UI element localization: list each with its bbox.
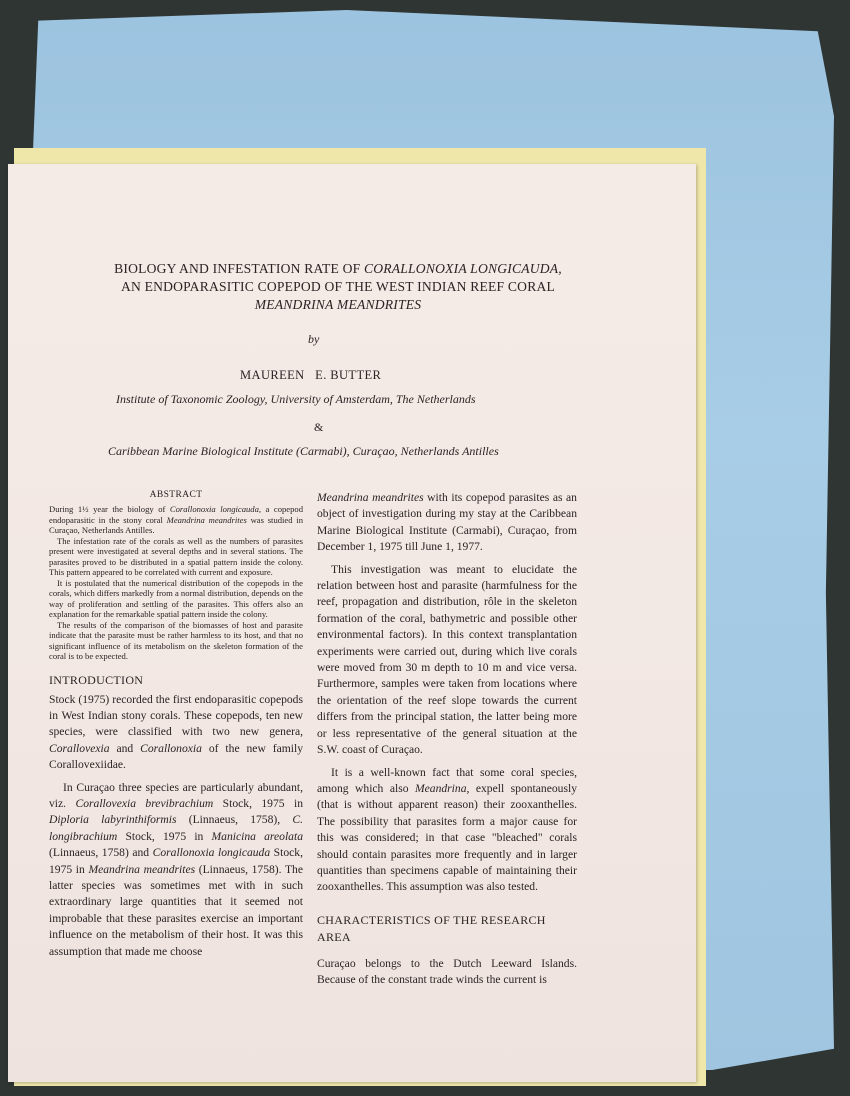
title-line2: AN ENDOPARASITIC COPEPOD OF THE WEST INDIAN REEF CORAL [120, 279, 555, 294]
abstract-paragraph: It is postulated that the numerical distribution of the copepods in the corals, which differs markedly from a normal distribution, depends on the way of proliferation and settling of the parasites. This offers also an explanation for the remarkable spatial pattern inside the colony. [49, 577, 303, 619]
right-column-body [317, 490, 577, 989]
by-label: by [308, 332, 320, 346]
abstract-section [49, 490, 303, 662]
institution-1: Institute of Taxonomic Zoology, University of Amsterdam, The Netherlands [116, 392, 476, 406]
left-column [49, 490, 303, 960]
body-paragraph: This investigation was meant to elucidate the relation between host and parasite (harmfulness for the reef, propagation and distribution, rôle in the skeleton formation of the coral, bathymetric and possible other environmental factors). In this context transplantation experiments were carried out, during which live corals were moved from 30 m depth to 10 m and vice versa. Furthermore, samples were taken from locations where the orientation of the reef slope towards the current differs from the principal station, the latter being more or less representative of the general situation at the S.W. coast of Curaçao. [317, 562, 577, 757]
body-paragraph: Curaçao belongs to the Dutch Leeward Islands. Because of the constant trade winds the current is [317, 956, 577, 987]
title-line3: MEANDRINA MEANDRITES [254, 297, 422, 312]
body-paragraph: In Curaçao three species are particularly abundant, viz. Corallovexia brevibrachium Stock, 1975 in Diploria labyrinthiformis (Linnaeus, 1758), C. longibrachium Stock, 1975 in Manicina areolata (Linnaeus, 1758) and Corallonoxia longicauda Stock, 1975 in Meandrina meandrites (Linnaeus, 1758). The latter species was sometimes met with in such extraordinary large quantities that it seemed not improbable that these parasites exercise an important influence on the metabolism of their host. It was this assumption that made me choose [49, 780, 304, 958]
introduction-body [49, 692, 303, 961]
abstract-paragraph: The infestation rate of the corals as well as the numbers of parasites present were investigated at several depths and in several stations. The parasites proved to be distributed in a spatial pattern inside the colony. This pattern appeared to be correlated with current and exposure. [49, 535, 303, 577]
body-paragraph: Meandrina meandrites with its copepod parasites as an object of investigation during my stay at the Caribbean Marine Biological Institute (Carmabi), Curaçao, from December 1, 1975 till June 1, 1977. [317, 491, 577, 554]
introduction-heading: INTRODUCTION [49, 672, 144, 687]
research-area-heading: CHARACTERISTICS OF THE RESEARCH AREA [317, 912, 546, 944]
title-species-name: CORALLONOXIA LONGICAUDA, [363, 261, 562, 276]
title-line1: BIOLOGY AND INFESTATION RATE OF [114, 261, 364, 276]
abstract-heading: ABSTRACT [149, 490, 203, 500]
author-name: MAUREEN E. BUTTER [240, 368, 382, 382]
body-paragraph: It is a well-known fact that some coral species, among which also Meandrina, expell spontaneously (that is without apparent reason) their zooxanthelles. The possibility that parasites form a major cause for this was considered; in that case "bleached" corals should contain parasites more frequently and in larger quantities than specimens capable of maintaining their zooxanthelles. This assumption was also tested. [317, 765, 577, 894]
ampersand: & [314, 420, 324, 434]
body-paragraph: Stock (1975) recorded the first endoparasitic copepods in West Indian stony corals. These copepods, ten new species, were classified with two new genera, Corallovexia and Corallonoxia of the new family Corallovexiidae. [49, 692, 303, 772]
abstract-paragraph: During 1½ year the biology of Corallonoxia longicauda, a copepod endoparasitic in the stony coral Meandrina meandrites was studied in Curaçao, Netherlands Antilles. [49, 504, 303, 535]
abstract-paragraph: The results of the comparison of the biomasses of host and parasite indicate that the parasite must be rather harmless to its host, and that no significant influence of its metabolism on the skeleton formation of the coral is to be expected. [49, 619, 303, 661]
institution-2: Caribbean Marine Biological Institute (Carmabi), Curaçao, Netherlands Antilles [108, 444, 499, 458]
paper-title [38, 260, 638, 314]
paper-page [8, 164, 696, 1082]
right-column [317, 490, 577, 989]
